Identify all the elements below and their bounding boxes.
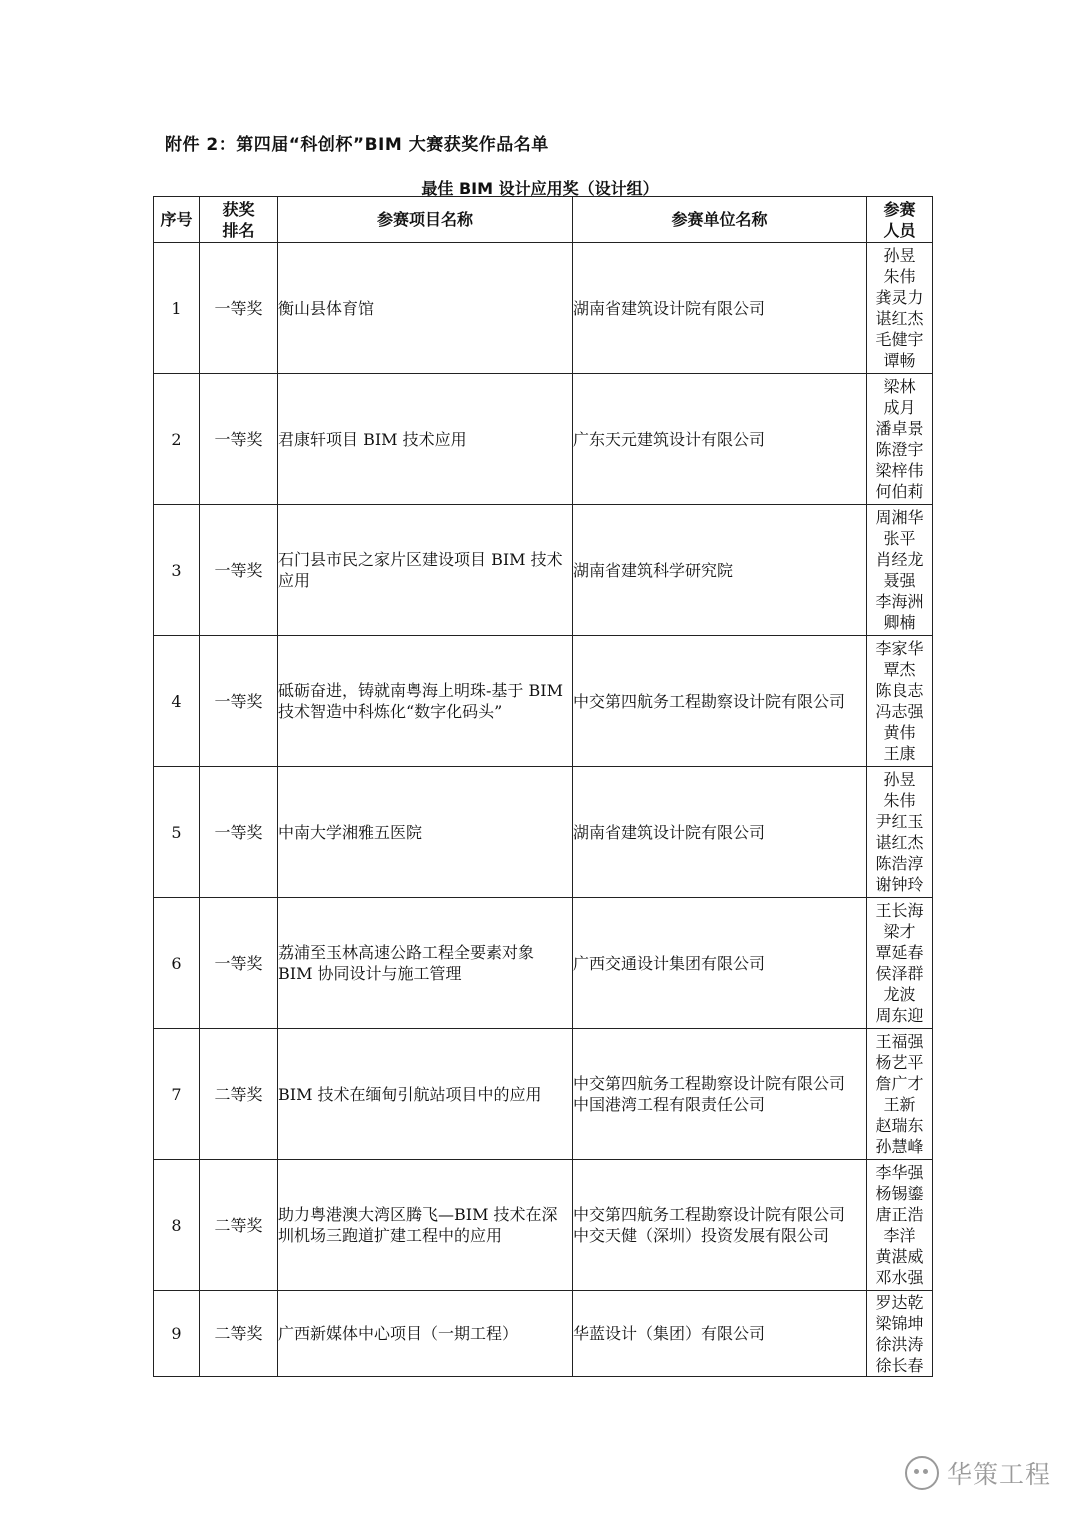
row-number: 2	[154, 374, 200, 505]
table-row	[154, 898, 933, 1029]
member-name: 覃延春	[875, 943, 924, 962]
unit-line: 广东天元建筑设计有限公司	[573, 429, 766, 449]
member-name: 龙波	[883, 985, 916, 1004]
member-name: 谭畅	[883, 351, 916, 370]
member-name: 朱伟	[883, 267, 916, 286]
member-name: 李家华	[875, 639, 924, 658]
member-name: 冯志强	[875, 702, 924, 721]
member-name: 梁梓伟	[875, 461, 924, 480]
unit-line: 中交第四航务工程勘察设计院有限公司	[573, 1205, 846, 1224]
unit-name	[573, 898, 867, 1029]
member-name: 陈良志	[875, 681, 924, 700]
unit-line: 华蓝设计（集团）有限公司	[573, 1324, 766, 1343]
table-row	[154, 1160, 933, 1291]
unit-name	[573, 243, 867, 374]
members-list	[867, 1160, 933, 1291]
member-name: 徐长春	[875, 1355, 924, 1375]
member-name: 李海洲	[875, 592, 924, 611]
table-row	[154, 374, 933, 505]
member-name: 陈浩淳	[875, 854, 924, 873]
member-name: 尹红玉	[875, 812, 924, 831]
award-rank: 一等奖	[200, 898, 278, 1029]
unit-line: 中国港湾工程有限责任公司	[573, 1095, 766, 1114]
member-name: 梁锦坤	[875, 1313, 924, 1333]
members-list	[867, 1029, 933, 1160]
member-name: 周湘华	[875, 508, 924, 527]
table-row	[154, 767, 933, 898]
award-rank: 一等奖	[200, 243, 278, 374]
project-name: 助力粤港澳大湾区腾飞—BIM 技术在深圳机场三跑道扩建工程中的应用	[278, 1160, 573, 1291]
watermark	[905, 1455, 1051, 1491]
unit-line: 湖南省建筑设计院有限公司	[573, 298, 766, 318]
member-name: 周东迎	[875, 1006, 924, 1025]
row-number: 5	[154, 767, 200, 898]
member-name: 龚灵力	[875, 288, 924, 307]
member-name: 朱伟	[883, 791, 916, 810]
unit-name	[573, 505, 867, 636]
project-name: 石门县市民之家片区建设项目 BIM 技术应用	[278, 505, 573, 636]
members-list	[867, 767, 933, 898]
table-row	[154, 1029, 933, 1160]
award-rank: 一等奖	[200, 636, 278, 767]
member-name: 徐洪涛	[875, 1334, 924, 1354]
member-name: 孙慧峰	[875, 1137, 924, 1156]
members-list	[867, 1291, 933, 1377]
header-no: 序号	[154, 197, 200, 243]
row-number: 9	[154, 1291, 200, 1377]
member-name: 成月	[883, 398, 916, 417]
member-name: 杨艺平	[875, 1053, 924, 1072]
row-number: 7	[154, 1029, 200, 1160]
row-number: 4	[154, 636, 200, 767]
member-name: 孙昱	[883, 770, 916, 789]
award-rank: 二等奖	[200, 1291, 278, 1377]
members-list	[867, 374, 933, 505]
table-row	[154, 1291, 933, 1377]
member-name: 黄伟	[883, 723, 916, 742]
member-name: 谌红杰	[875, 309, 924, 328]
table-row	[154, 636, 933, 767]
unit-name	[573, 1291, 867, 1377]
member-name: 陈澄宇	[875, 440, 924, 459]
table-body	[154, 243, 933, 1377]
header-members: 参赛人员	[867, 197, 933, 243]
member-name: 毛健宇	[875, 330, 924, 349]
unit-line: 湖南省建筑设计院有限公司	[573, 822, 766, 842]
member-name: 王康	[883, 744, 916, 763]
row-number: 6	[154, 898, 200, 1029]
table-header-row	[154, 197, 933, 243]
project-name: BIM 技术在缅甸引航站项目中的应用	[278, 1029, 573, 1160]
member-name: 黄湛威	[875, 1247, 924, 1266]
member-name: 潘卓景	[875, 419, 924, 438]
member-name: 聂强	[883, 571, 916, 590]
unit-line: 广西交通设计集团有限公司	[573, 953, 766, 973]
member-name: 詹广才	[875, 1074, 924, 1093]
member-name: 王福强	[875, 1032, 924, 1051]
document-heading: 附件 2：第四届“科创杯”BIM 大赛获奖作品名单	[165, 135, 549, 155]
table-row	[154, 243, 933, 374]
member-name: 覃杰	[883, 660, 916, 679]
member-name: 梁林	[883, 377, 916, 396]
member-name: 李洋	[883, 1226, 916, 1245]
unit-name	[573, 636, 867, 767]
members-list	[867, 636, 933, 767]
project-name: 荔浦至玉林高速公路工程全要素对象 BIM 协同设计与施工管理	[278, 898, 573, 1029]
table-title: 最佳 BIM 设计应用奖（设计组）	[421, 179, 659, 198]
member-name: 杨锡鎏	[875, 1184, 924, 1203]
member-name: 罗达乾	[875, 1292, 924, 1312]
member-name: 张平	[883, 529, 916, 548]
project-name: 中南大学湘雅五医院	[278, 767, 573, 898]
member-name: 孙昱	[883, 246, 916, 265]
award-rank: 一等奖	[200, 767, 278, 898]
member-name: 邓水强	[875, 1268, 924, 1287]
member-name: 梁才	[883, 922, 916, 941]
unit-line: 中交第四航务工程勘察设计院有限公司	[573, 1074, 846, 1093]
header-rank: 获奖排名	[200, 197, 278, 243]
row-number: 3	[154, 505, 200, 636]
member-name: 唐正浩	[875, 1205, 924, 1224]
member-name: 李华强	[875, 1163, 924, 1182]
member-name: 谢钟玲	[875, 875, 924, 894]
member-name: 赵瑞东	[875, 1116, 924, 1135]
unit-name	[573, 767, 867, 898]
award-rank: 一等奖	[200, 505, 278, 636]
member-name: 何伯莉	[875, 482, 924, 501]
member-name: 王长海	[875, 901, 924, 920]
project-name: 君康轩项目 BIM 技术应用	[278, 374, 573, 505]
members-list	[867, 898, 933, 1029]
members-list	[867, 505, 933, 636]
row-number: 8	[154, 1160, 200, 1291]
awards-table	[153, 196, 933, 1377]
project-name: 衡山县体育馆	[278, 243, 573, 374]
header-unit: 参赛单位名称	[573, 197, 867, 243]
unit-name	[573, 1160, 867, 1291]
unit-line: 中交天健（深圳）投资发展有限公司	[573, 1226, 830, 1245]
project-name: 砥砺奋进，铸就南粤海上明珠-基于 BIM 技术智造中科炼化“数字化码头”	[278, 636, 573, 767]
member-name: 谌红杰	[875, 833, 924, 852]
member-name: 卿楠	[883, 613, 916, 632]
row-number: 1	[154, 243, 200, 374]
unit-name	[573, 374, 867, 505]
award-rank: 一等奖	[200, 374, 278, 505]
award-rank: 二等奖	[200, 1029, 278, 1160]
header-project: 参赛项目名称	[278, 197, 573, 243]
award-rank: 二等奖	[200, 1160, 278, 1291]
members-list	[867, 243, 933, 374]
unit-line: 湖南省建筑科学研究院	[573, 560, 734, 580]
watermark-text: 华策工程	[947, 1460, 1052, 1489]
member-name: 侯泽群	[875, 964, 924, 983]
member-name: 王新	[883, 1095, 916, 1114]
project-name: 广西新媒体中心项目（一期工程）	[278, 1291, 573, 1377]
member-name: 肖经龙	[875, 550, 924, 569]
table-row	[154, 505, 933, 636]
wechat-icon	[905, 1456, 939, 1490]
unit-line: 中交第四航务工程勘察设计院有限公司	[573, 691, 846, 711]
unit-name	[573, 1029, 867, 1160]
